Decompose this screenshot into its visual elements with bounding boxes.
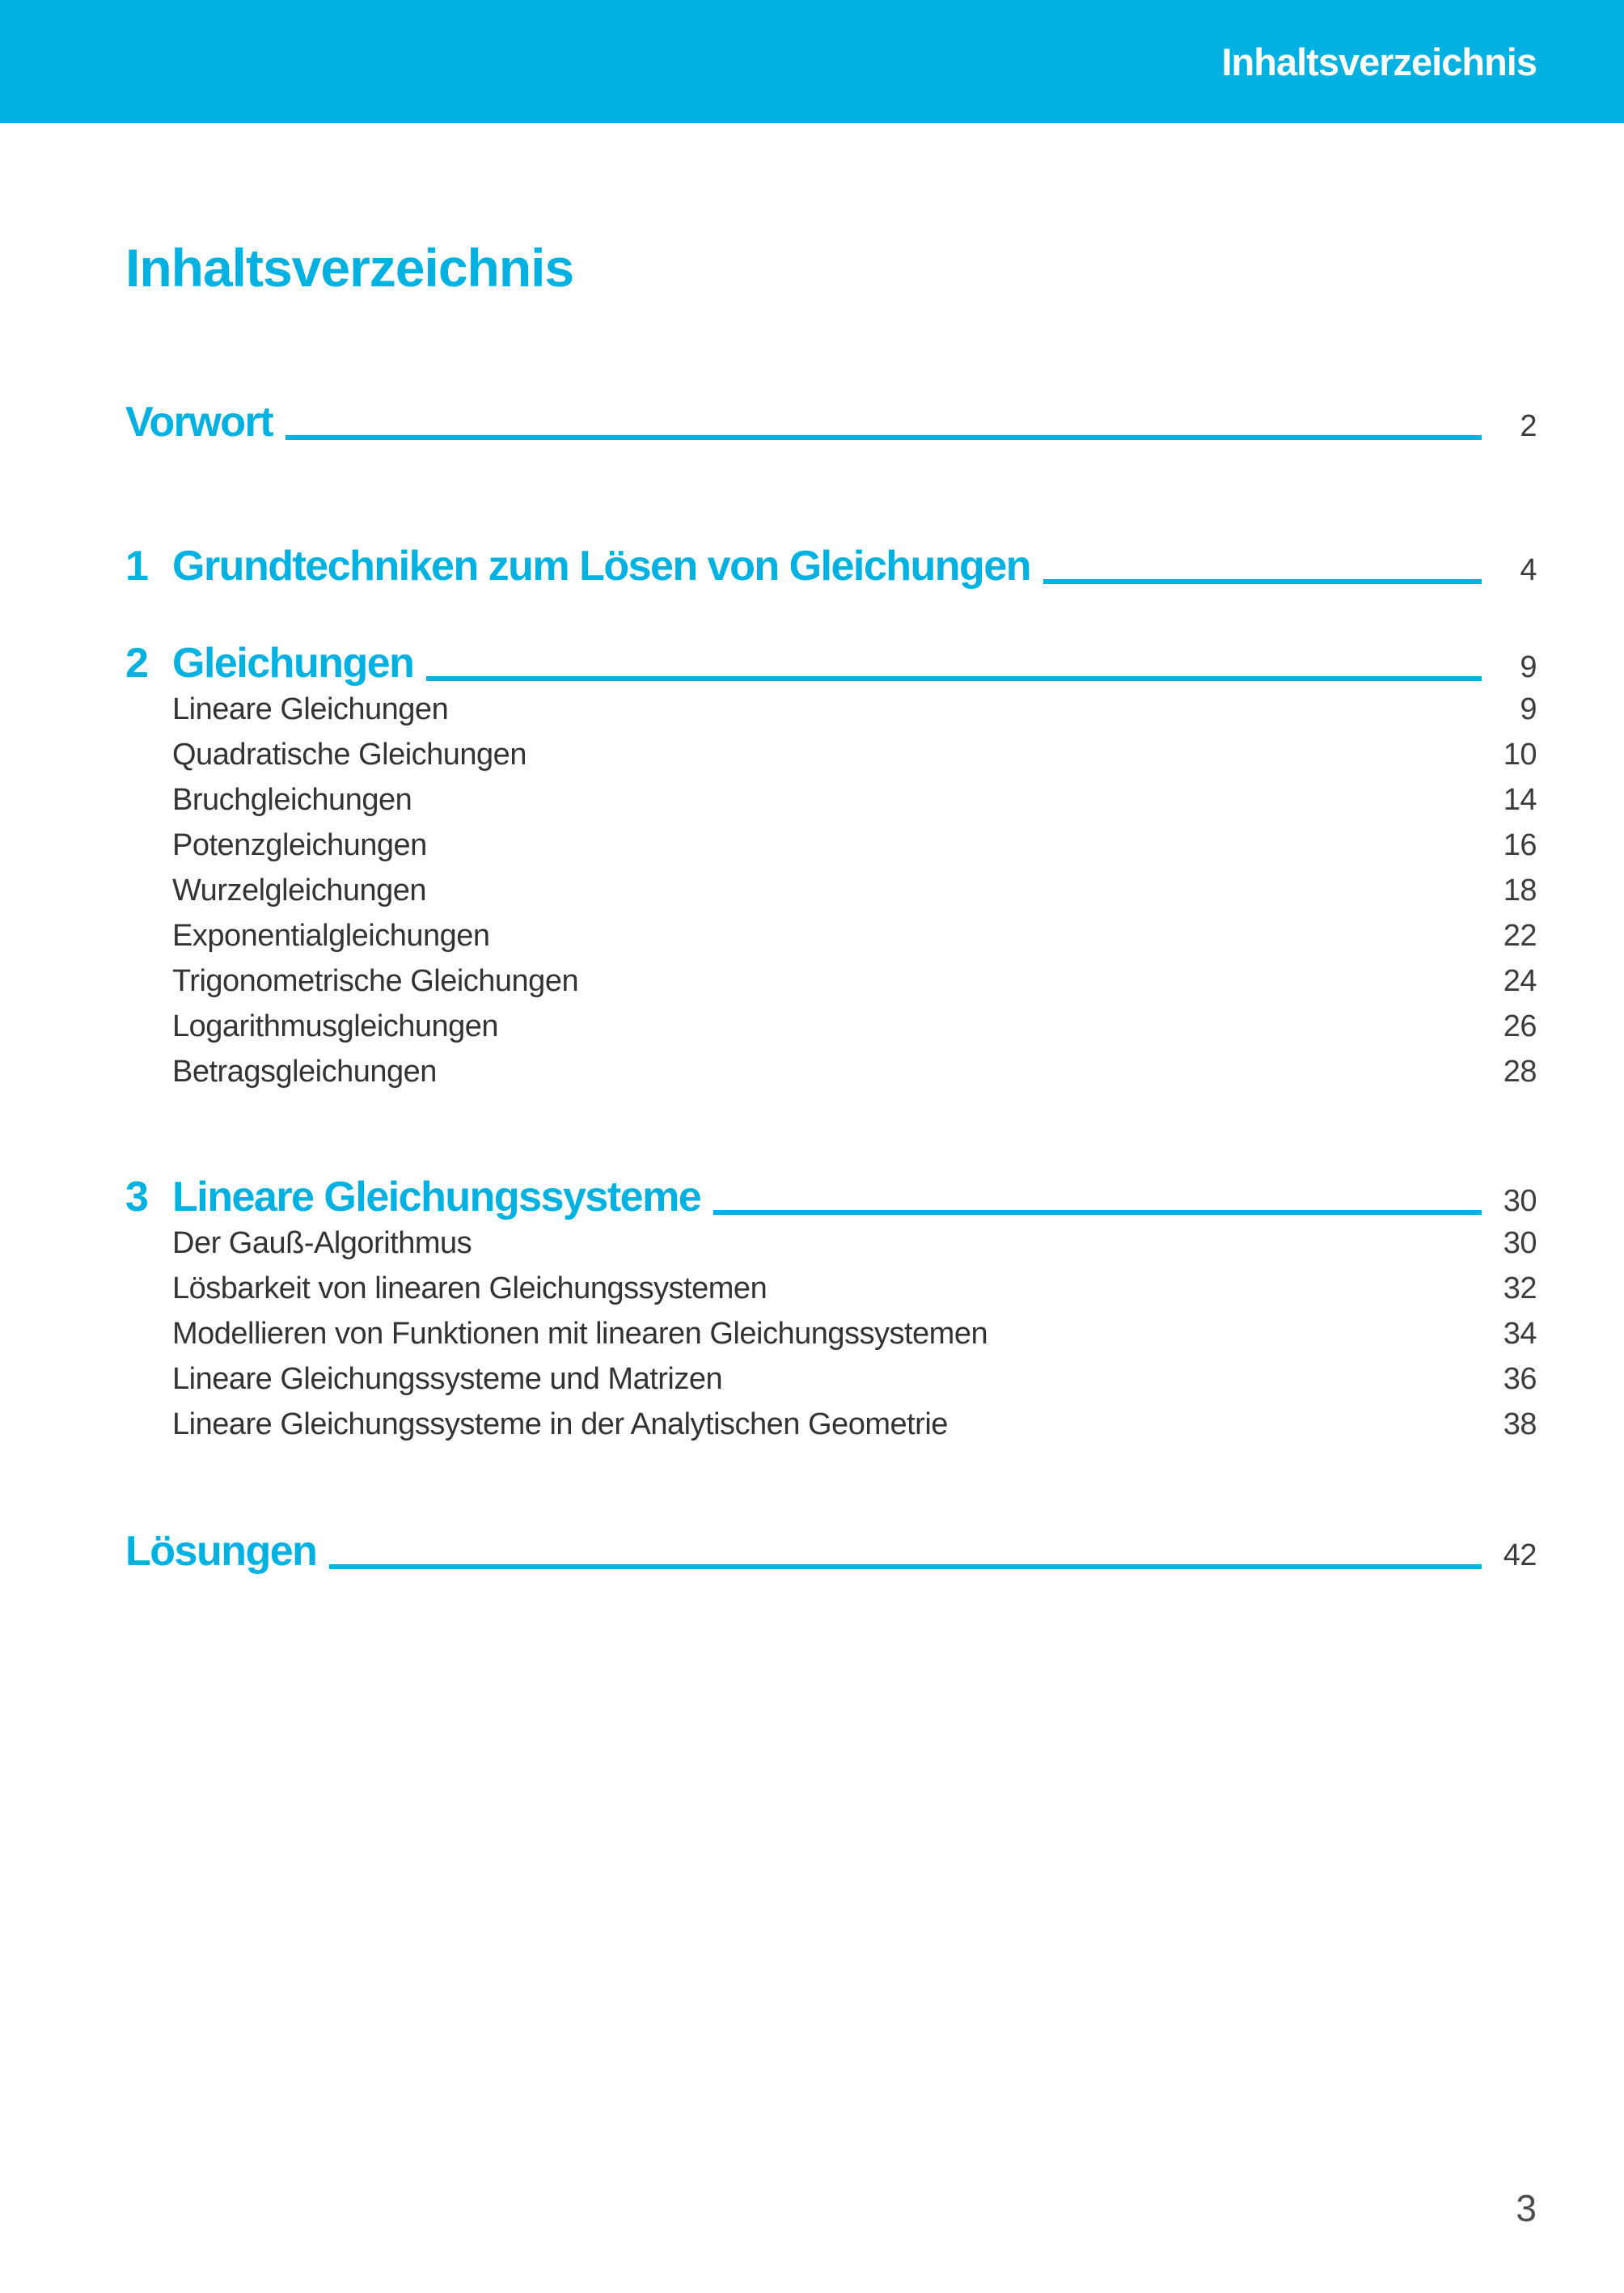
page-title: Inhaltsverzeichnis — [125, 238, 574, 298]
chapter-title: Lineare Gleichungssysteme — [172, 1174, 701, 1221]
subentry-page-number: 36 — [1503, 1362, 1537, 1396]
toc-chapter-row — [125, 639, 1537, 692]
chapter-number: 1 — [125, 543, 148, 590]
chapter-number: 2 — [125, 640, 148, 687]
subentry-title: Logarithmusgleichungen — [172, 1009, 499, 1043]
chapter-page-number: 30 — [1503, 1184, 1537, 1218]
subentry-page-number: 30 — [1503, 1226, 1537, 1260]
toc-chapter-row — [125, 1527, 1537, 1580]
toc-subentry-row — [125, 777, 1537, 823]
subentry-title: Lineare Gleichungssysteme und Matrizen — [172, 1362, 723, 1396]
subentry-title: Wurzelgleichungen — [172, 874, 426, 907]
subentry-page-number: 10 — [1503, 738, 1537, 772]
chapter-page-number: 4 — [1520, 553, 1537, 587]
chapter-page-number: 2 — [1520, 409, 1537, 443]
chapter-title: Vorwort — [125, 399, 273, 446]
subentry-title: Potenzgleichungen — [172, 828, 427, 862]
toc-chapter-row — [125, 398, 1537, 451]
leader-line — [426, 676, 1482, 681]
leader-line — [1043, 579, 1482, 584]
leader-line — [285, 435, 1482, 440]
subentry-title: Trigonometrische Gleichungen — [172, 964, 579, 998]
toc-subentry-row — [125, 913, 1537, 958]
subentry-title: Lineare Gleichungssysteme in der Analytischen Geometrie — [172, 1407, 948, 1441]
running-header-bar — [0, 0, 1624, 123]
running-header-text: Inhaltsverzeichnis — [1221, 40, 1537, 83]
toc-content — [0, 238, 1624, 1580]
chapter-page-number: 9 — [1520, 650, 1537, 684]
toc-subentry-row — [125, 1311, 1537, 1356]
chapter-title: Grundtechniken zum Lösen von Gleichungen — [172, 543, 1030, 590]
toc-subentry-row — [125, 1356, 1537, 1402]
subentry-page-number: 26 — [1503, 1009, 1537, 1043]
subentry-title: Quadratische Gleichungen — [172, 738, 527, 772]
subentry-page-number: 9 — [1520, 692, 1537, 726]
chapter-title: Gleichungen — [172, 640, 414, 687]
subentry-page-number: 16 — [1503, 828, 1537, 862]
subentry-page-number: 34 — [1503, 1317, 1537, 1351]
leader-line — [713, 1210, 1482, 1215]
subentry-page-number: 28 — [1503, 1055, 1537, 1089]
chapter-page-number: 42 — [1503, 1538, 1537, 1572]
subentry-title: Bruchgleichungen — [172, 783, 412, 817]
table-of-contents — [125, 398, 1537, 1580]
subentry-list — [125, 1221, 1537, 1447]
subentry-title: Modellieren von Funktionen mit linearen Gleichungssystemen — [172, 1317, 988, 1351]
toc-chapter-row — [125, 1173, 1537, 1225]
subentry-page-number: 22 — [1503, 919, 1537, 953]
subentry-title: Lösbarkeit von linearen Gleichungssystemen — [172, 1271, 768, 1305]
toc-subentry-row — [125, 958, 1537, 1004]
toc-subentry-row — [125, 687, 1537, 732]
subentry-list — [125, 687, 1537, 1094]
toc-subentry-row — [125, 1004, 1537, 1049]
toc-chapter-row — [125, 542, 1537, 594]
toc-subentry-row — [125, 1221, 1537, 1266]
toc-subentry-row — [125, 868, 1537, 913]
subentry-title: Der Gauß-Algorithmus — [172, 1226, 472, 1260]
toc-subentry-row — [125, 1049, 1537, 1094]
subentry-page-number: 14 — [1503, 783, 1537, 817]
chapter-title: Lösungen — [125, 1528, 317, 1575]
leader-line — [329, 1564, 1482, 1569]
toc-subentry-row — [125, 1266, 1537, 1311]
toc-subentry-row — [125, 1402, 1537, 1447]
chapter-number: 3 — [125, 1174, 148, 1221]
subentry-title: Exponentialgleichungen — [172, 919, 490, 953]
subentry-page-number: 38 — [1503, 1407, 1537, 1441]
subentry-title: Betragsgleichungen — [172, 1055, 437, 1089]
toc-subentry-row — [125, 823, 1537, 868]
subentry-page-number: 32 — [1503, 1271, 1537, 1305]
subentry-title: Lineare Gleichungen — [172, 692, 449, 726]
toc-subentry-row — [125, 732, 1537, 777]
subentry-page-number: 18 — [1503, 874, 1537, 907]
folio-page-number: 3 — [1516, 2187, 1537, 2229]
subentry-page-number: 24 — [1503, 964, 1537, 998]
